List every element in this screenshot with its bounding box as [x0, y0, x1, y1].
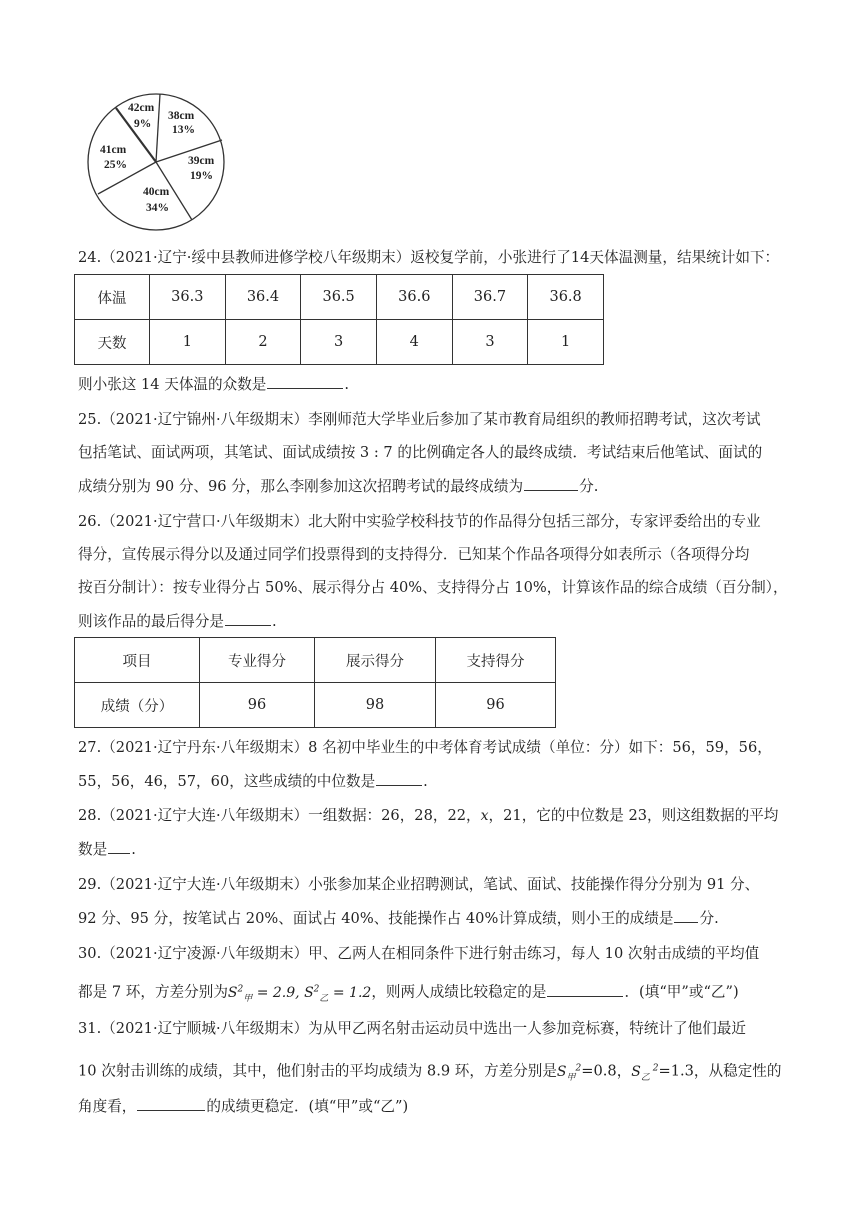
pie-slice-label-38: 38cm: [168, 110, 195, 122]
pie-slice-pct-42: 9%: [134, 118, 152, 130]
q31-line3: [78, 1096, 782, 1117]
answer-blank[interactable]: [376, 771, 422, 786]
q30-math-b: = 1.2: [332, 984, 372, 1001]
q26-header: 项目: [75, 638, 200, 683]
q30-line2: [78, 979, 782, 1008]
q31-value-yi: =1.3，从稳定性的: [658, 1062, 782, 1080]
pie-chart: [86, 92, 226, 232]
q30-line2-b: ，则两人成绩比较稳定的是: [371, 983, 547, 1001]
q26-end: .: [271, 613, 277, 630]
q24-table: [74, 274, 604, 365]
q26-cell: 成绩（分）: [75, 683, 200, 728]
answer-blank[interactable]: [524, 476, 578, 491]
q30-line2-a: 都是 7 环，方差分别为: [78, 983, 228, 1001]
q24-cell: 1: [528, 320, 604, 365]
q28-line2: [78, 839, 782, 860]
q24-row-days: [75, 320, 604, 365]
pie-slice-pct-40: 34%: [146, 202, 169, 214]
pie-slice-label-39: 39cm: [188, 155, 215, 167]
q30-sub-jia: 甲: [243, 993, 253, 1004]
q31-value-jia: =0.8，: [581, 1062, 632, 1080]
q24-cell: 36.5: [301, 275, 377, 320]
q25-line3-text: 成绩分别为 90 分、96 分，那么李刚参加这次招聘考试的最终成绩为: [78, 478, 524, 495]
answer-blank[interactable]: [137, 1096, 205, 1111]
q25-end: 分.: [579, 478, 599, 495]
q28-line1-b: ，21，它的中位数是 23，则这组数据的平均: [488, 807, 779, 824]
q30-end: ．(填“甲”或“乙”): [624, 983, 739, 1001]
q29-line1: 29.（2021·辽宁大连·八年级期末）小张参加某企业招聘测试，笔试、面试、技能操作得分分别为 91 分、: [78, 876, 760, 893]
pie-slice-label-41: 41cm: [100, 144, 127, 156]
q30-variance-formula: $S^2_甲 = 2.9$, $S^2_乙 = 1.2$: [227, 984, 372, 1004]
q24-stem: 24.（2021·辽宁·绥中县教师进修学校八年级期末）返校复学前，小张进行了14天体温测量，结果统计如下：: [78, 249, 780, 266]
pie-slice-label-40: 40cm: [143, 186, 170, 198]
pie-slice-pct-41: 25%: [104, 159, 127, 171]
q27-line2-text: 55，56，46，57，60，这些成绩的中位数是: [78, 773, 376, 790]
q28-end: .: [131, 841, 136, 858]
pie-slice-pct-38: 13%: [172, 124, 195, 136]
q29-line2-text: 92 分、95 分，按笔试占 20%、面试占 40%、技能操作占 40%计算成绩，则小王的成绩是: [78, 910, 674, 927]
q24-header-temp: 体温: [75, 275, 150, 320]
q26-score-row: [75, 683, 556, 728]
q31-sub-yi: 乙: [640, 1072, 650, 1083]
q24-cell: 4: [376, 320, 452, 365]
pie-slice-pct-39: 19%: [190, 170, 213, 182]
q28-line1: [78, 806, 782, 826]
q25-line3: [78, 476, 782, 497]
q30-math-a: = 2.9, S: [256, 984, 314, 1001]
q24-row-temp: [75, 275, 604, 320]
answer-blank[interactable]: [225, 611, 271, 626]
q31-line2-a: 10 次射击训练的成绩，其中，他们射击的平均成绩为 8.9 环，方差分别是: [78, 1062, 557, 1080]
q26-cell: 96: [436, 683, 556, 728]
q26-header: 专业得分: [200, 638, 315, 683]
q31-line2: [78, 1058, 782, 1087]
q26-line3: 按百分制计）：按专业得分占 50%、展示得分占 40%、支持得分占 10%，计算该作品的综合成绩（百分制），: [78, 579, 788, 596]
q24-cell: 36.7: [452, 275, 528, 320]
q24-question-text: 则小张这 14 天体温的众数是: [78, 376, 267, 393]
q26-table: [74, 637, 556, 728]
q26-cell: 98: [315, 683, 436, 728]
q31-line1: 31.（2021·辽宁顺城·八年级期末）为从甲乙两名射击运动员中选出一人参加竞标赛，特统计了他们最近: [78, 1020, 746, 1037]
answer-blank[interactable]: [108, 839, 130, 854]
answer-blank[interactable]: [674, 908, 698, 923]
q27-line2: [78, 771, 782, 792]
q31-variance-yi: $S_乙$ $^2$: [631, 1063, 659, 1083]
answer-blank[interactable]: [547, 982, 623, 997]
q29-end: 分.: [699, 910, 719, 927]
q26-line2: 得分，宣传展示得分以及通过同学们投票得到的支持得分．已知某个作品各项得分如表所示（各项得分均: [78, 546, 750, 563]
q30-sub-yi: 乙: [319, 993, 329, 1004]
pie-svg: [86, 92, 226, 232]
q24-header-days: 天数: [75, 320, 150, 365]
q26-header: 展示得分: [315, 638, 436, 683]
q30-line1: 30.（2021·辽宁凌源·八年级期末）甲、乙两人在相同条件下进行射击练习，每人 10 次射击成绩的平均值: [78, 945, 760, 962]
answer-blank[interactable]: [267, 374, 343, 389]
q24-end: .: [344, 376, 350, 393]
q27-line1: 27.（2021·辽宁丹东·八年级期末）8 名初中毕业生的中考体育考试成绩（单位：分）如下：56，59，56，: [78, 739, 772, 756]
q28-variable-x: x: [480, 808, 489, 824]
q25-line2: 包括笔试、面试两项，其笔试、面试成绩按 3 : 7 的比例确定各人的最终成绩．考试结束后他笔试、面试的: [78, 444, 763, 461]
q26-header-row: [75, 638, 556, 683]
q31-variance-jia: $S_甲^2$: [556, 1063, 582, 1083]
q31-line3-b: 的成绩更稳定．(填“甲”或“乙”): [206, 1098, 409, 1115]
q26-line1: 26.（2021·辽宁营口·八年级期末）北大附中实验学校科技节的作品得分包括三部分，专家评委给出的专业: [78, 513, 761, 530]
q31-line3-a: 角度看，: [78, 1098, 137, 1115]
q24-cell: 36.3: [150, 275, 226, 320]
q24-cell: 36.6: [376, 275, 452, 320]
q24-cell: 3: [301, 320, 377, 365]
q24-cell: 36.4: [225, 275, 301, 320]
q24-cell: 36.8: [528, 275, 604, 320]
q26-header: 支持得分: [436, 638, 556, 683]
q27-end: .: [423, 773, 428, 790]
q24-cell: 1: [150, 320, 226, 365]
q26-cell: 96: [200, 683, 315, 728]
q24-question: [78, 374, 782, 395]
q28-line2-text: 数是: [78, 841, 108, 858]
q28-line1-a: 28.（2021·辽宁大连·八年级期末）一组数据：26，28，22，: [78, 807, 481, 824]
q29-line2: [78, 908, 782, 929]
q24-cell: 2: [225, 320, 301, 365]
q26-line4: [78, 611, 782, 632]
q31-sub-jia: 甲: [566, 1072, 576, 1083]
q24-cell: 3: [452, 320, 528, 365]
q25-line1: 25.（2021·辽宁锦州·八年级期末）李刚师范大学毕业后参加了某市教育局组织的教师招聘考试，这次考试: [78, 411, 761, 428]
q26-line4-text: 则该作品的最后得分是: [78, 613, 224, 630]
pie-slice-label-42: 42cm: [128, 102, 155, 114]
